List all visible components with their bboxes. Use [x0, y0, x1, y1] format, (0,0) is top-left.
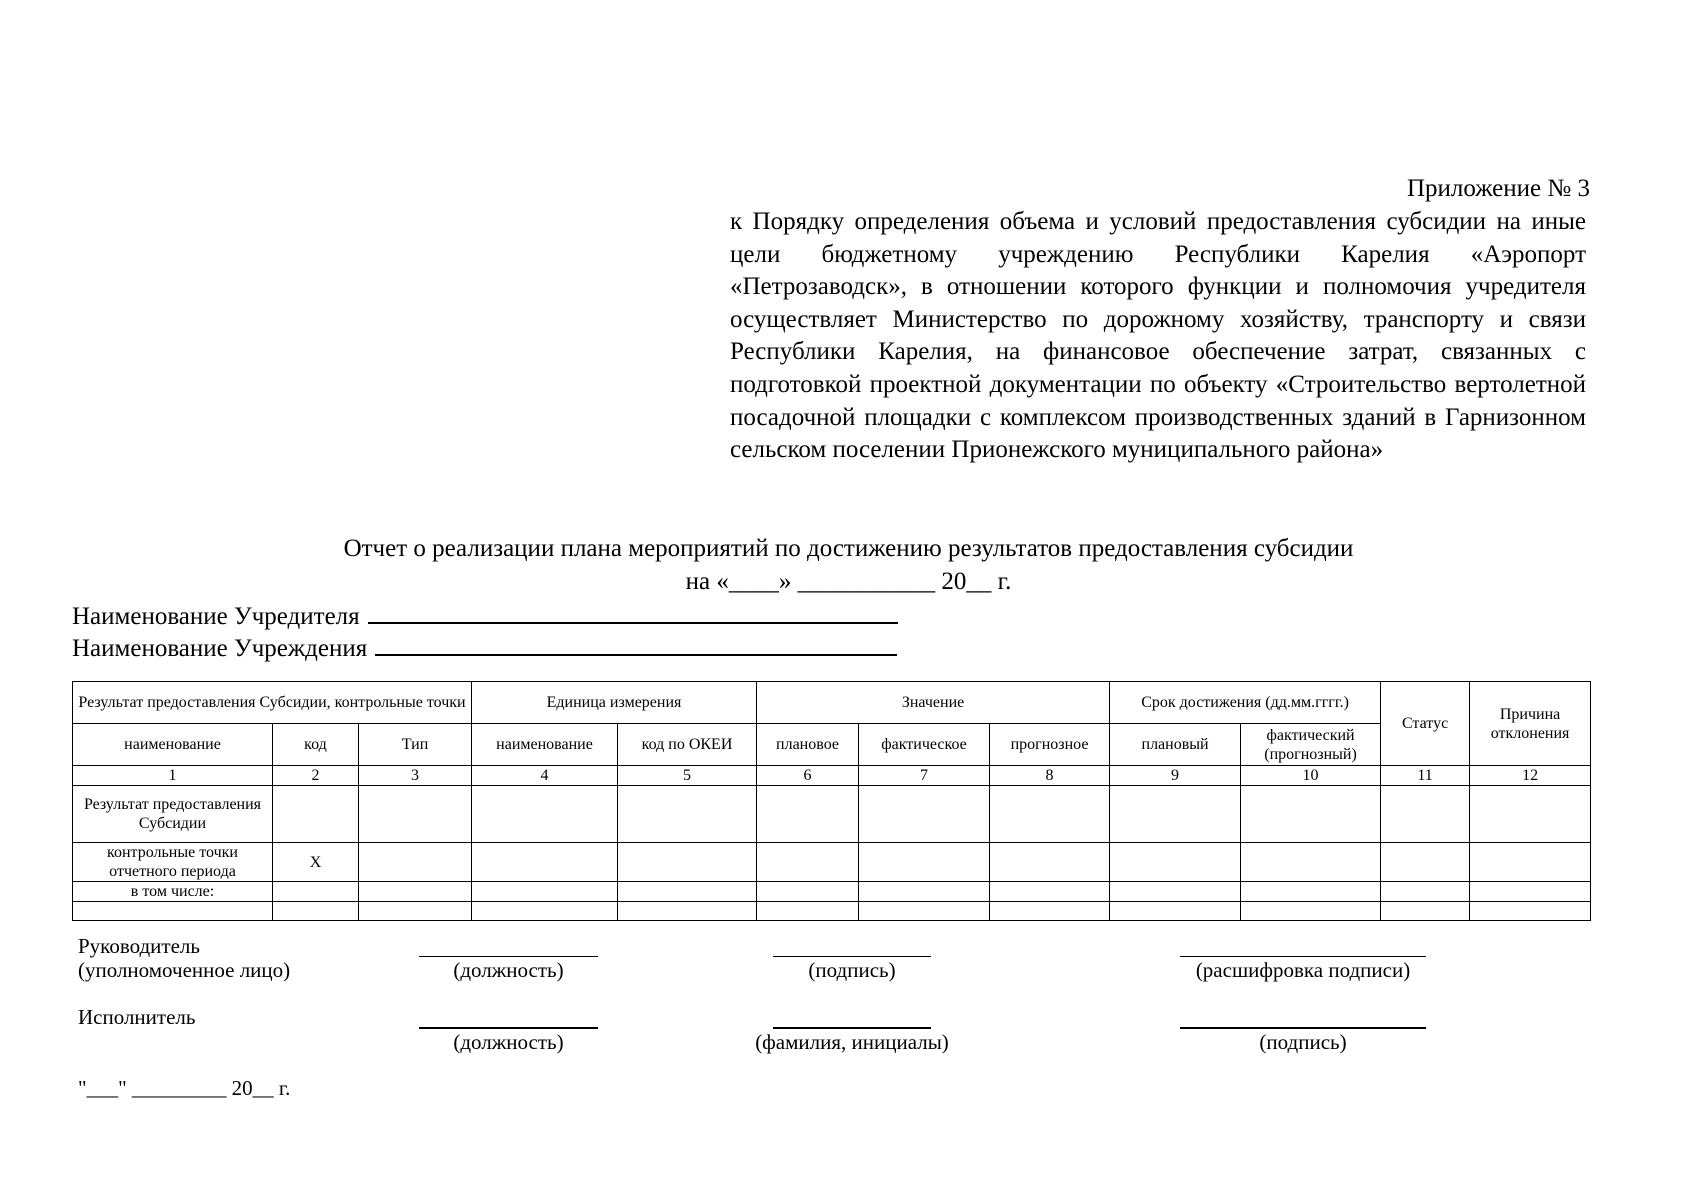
table-cell[interactable]	[1470, 843, 1591, 882]
column-number: 10	[1241, 766, 1381, 786]
table-cell[interactable]	[859, 882, 990, 902]
subheader-unit-name: наименование	[472, 724, 618, 766]
report-table	[72, 681, 1591, 921]
subheader-okei-code: код по ОКЕИ	[618, 724, 757, 766]
table-header-row-2	[73, 724, 1591, 766]
table-cell[interactable]	[1381, 902, 1470, 921]
column-number: 5	[618, 766, 757, 786]
table-cell[interactable]	[859, 843, 990, 882]
head-position-caption: (должность)	[453, 958, 564, 982]
subheader-actual: фактическое	[859, 724, 990, 766]
report-date-line: на «____» ___________ 20__ г.	[685, 568, 1012, 595]
executor-position-caption: (должность)	[453, 1030, 564, 1054]
table-cell[interactable]	[1241, 843, 1381, 882]
executor-label: Исполнитель	[78, 1005, 196, 1029]
column-number: 9	[1110, 766, 1241, 786]
table-cell[interactable]	[1241, 882, 1381, 902]
founder-input-line[interactable]	[368, 598, 898, 624]
executor-position-line[interactable]	[419, 1027, 598, 1029]
table-cell[interactable]	[990, 843, 1110, 882]
table-cell[interactable]	[990, 786, 1110, 843]
subheader-planned-date: плановый	[1110, 724, 1241, 766]
institution-field	[72, 630, 897, 665]
signature-date-line: "___" _________ 20__ г.	[78, 1076, 291, 1100]
table-cell[interactable]	[273, 786, 359, 843]
column-number: 7	[859, 766, 990, 786]
table-row-including	[73, 882, 1591, 902]
column-number: 2	[273, 766, 359, 786]
report-title: Отчет о реализации плана мероприятий по достижению результатов предоставления субсидии	[343, 535, 1354, 562]
table-cell[interactable]	[1110, 786, 1241, 843]
table-cell[interactable]	[1110, 902, 1241, 921]
table-cell[interactable]	[859, 902, 990, 921]
header-status: Статус	[1381, 682, 1470, 766]
subheader-actual-date: фактический (прогнозный)	[1241, 724, 1381, 766]
column-number: 11	[1381, 766, 1470, 786]
executor-signature-caption: (подпись)	[1259, 1030, 1347, 1054]
table-cell[interactable]	[1110, 843, 1241, 882]
header-deadline: Срок достижения (дд.мм.гггг.)	[1110, 682, 1381, 724]
table-cell[interactable]	[273, 902, 359, 921]
header-result: Результат предоставления Субсидии, контрольные точки	[73, 682, 472, 724]
table-cell[interactable]	[990, 882, 1110, 902]
table-cell[interactable]	[472, 882, 618, 902]
header-unit: Единица измерения	[472, 682, 757, 724]
table-cell[interactable]	[273, 882, 359, 902]
table-cell[interactable]	[359, 902, 472, 921]
table-cell[interactable]	[618, 843, 757, 882]
subheader-forecast: прогнозное	[990, 724, 1110, 766]
subheader-planned: плановое	[757, 724, 859, 766]
header-reason: Причина отклонения	[1470, 682, 1591, 766]
head-decoding-caption: (расшифровка подписи)	[1195, 958, 1411, 982]
column-number: 6	[757, 766, 859, 786]
table-cell[interactable]	[359, 786, 472, 843]
head-signature-caption: (подпись)	[808, 958, 896, 982]
column-number: 3	[359, 766, 472, 786]
table-cell[interactable]	[618, 786, 757, 843]
header-value: Значение	[757, 682, 1110, 724]
table-cell[interactable]	[757, 843, 859, 882]
table-cell[interactable]	[472, 786, 618, 843]
table-row-checkpoints	[73, 843, 1591, 882]
table-cell[interactable]	[618, 882, 757, 902]
table-cell[interactable]	[472, 843, 618, 882]
institution-input-line[interactable]	[375, 630, 897, 656]
head-decoding-line[interactable]	[1180, 956, 1426, 957]
table-cell[interactable]	[359, 843, 472, 882]
table-cell[interactable]	[757, 786, 859, 843]
head-position-line[interactable]	[419, 956, 598, 957]
founder-label: Наименование Учредителя	[72, 603, 360, 630]
founder-field	[72, 598, 898, 633]
row-label-result: Результат предоставления Субсидии	[73, 786, 273, 843]
table-row-empty	[73, 902, 1591, 921]
checkpoints-code-cell: Х	[273, 843, 359, 882]
column-number: 12	[1470, 766, 1591, 786]
table-cell[interactable]	[1241, 902, 1381, 921]
table-cell[interactable]	[1381, 786, 1470, 843]
table-cell[interactable]	[1470, 902, 1591, 921]
head-label-authorized: (уполномоченное лицо)	[78, 958, 291, 982]
institution-label: Наименование Учреждения	[72, 635, 368, 662]
table-cell[interactable]	[1381, 843, 1470, 882]
row-label-checkpoints: контрольные точки отчетного периода	[73, 843, 273, 882]
table-cell[interactable]	[359, 882, 472, 902]
subheader-code: код	[273, 724, 359, 766]
table-cell[interactable]	[1470, 882, 1591, 902]
table-cell[interactable]	[1381, 882, 1470, 902]
table-cell[interactable]	[757, 882, 859, 902]
table-cell[interactable]	[1470, 786, 1591, 843]
table-column-numbers	[73, 766, 1591, 786]
subheader-name: наименование	[73, 724, 273, 766]
table-cell[interactable]	[1110, 882, 1241, 902]
appendix-title: Приложение № 3	[1406, 175, 1590, 202]
table-cell[interactable]	[618, 902, 757, 921]
table-cell[interactable]	[1241, 786, 1381, 843]
table-cell[interactable]	[472, 902, 618, 921]
table-header-row-1	[73, 682, 1591, 724]
appendix-text: к Порядку определения объема и условий предоставления субсидии на иные цели бюджетному учреждению Республики Карелия «Аэропорт «Петрозаводск», в отношении которого функции и полномочия учредителя осуществляет Министерство по дорожному хозяйству, транспорту и связи Республики Карелия, на финансовое обеспечение затрат, связанных с подготовкой проектной документации по объекту «Строительство вертолетной посадочной площадки с комплексом производственных зданий в Гарнизонном сельском поселении Прионежского муниципального района»	[730, 208, 1586, 464]
column-number: 8	[990, 766, 1110, 786]
executor-signature-line[interactable]	[1180, 1027, 1426, 1029]
table-cell[interactable]	[757, 902, 859, 921]
row-label-including: в том числе:	[73, 882, 273, 902]
executor-name-caption: (фамилия, инициалы)	[755, 1030, 949, 1054]
column-number: 4	[472, 766, 618, 786]
executor-name-line[interactable]	[773, 1027, 931, 1029]
head-label: Руководитель	[78, 934, 200, 958]
table-cell[interactable]	[990, 902, 1110, 921]
head-signature-line[interactable]	[773, 956, 931, 957]
table-row-result	[73, 786, 1591, 843]
table-cell[interactable]	[73, 902, 273, 921]
table-cell[interactable]	[859, 786, 990, 843]
subheader-type: Тип	[359, 724, 472, 766]
column-number: 1	[73, 766, 273, 786]
